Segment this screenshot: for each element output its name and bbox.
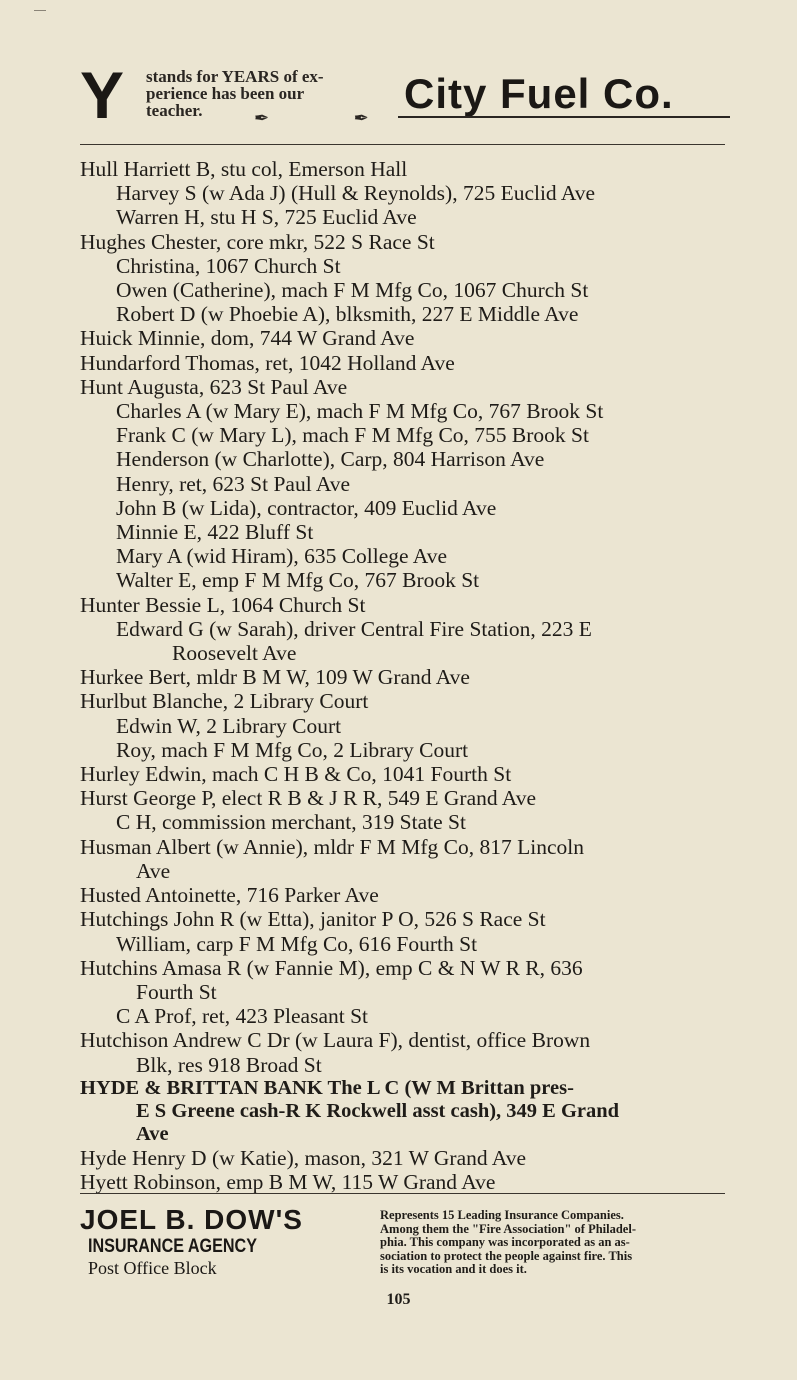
directory-entry <box>80 205 730 229</box>
directory-entry <box>80 302 730 326</box>
header-initial-letter: Y <box>80 58 125 132</box>
bird-ornament-icon: ✒ ✒ <box>254 108 409 128</box>
footer-advertisement <box>80 1205 730 1285</box>
directory-entry <box>80 932 730 956</box>
directory-entry <box>80 956 730 1004</box>
entry-text: Hyett Robinson, emp B M W, 115 W Grand Ave <box>80 1169 496 1194</box>
entry-text: Warren H, stu H S, 725 Euclid Ave <box>116 205 417 230</box>
directory-entry <box>80 883 730 907</box>
blurb-line: phia. This company was incorporated as an as- <box>380 1235 630 1249</box>
directory-entry <box>80 496 730 520</box>
blurb-line: Among them the "Fire Association" of Philadel- <box>380 1221 636 1236</box>
directory-entry <box>80 472 730 496</box>
entry-text: Hunt Augusta, 623 St Paul Ave <box>80 374 348 399</box>
slogan-line: teacher. <box>146 101 203 120</box>
entry-continuation: Roosevelt Ave <box>172 641 297 666</box>
entry-text: Hurst George P, elect R B & J R R, 549 E Grand Ave <box>80 786 537 811</box>
directory-entry <box>80 835 730 883</box>
directory-entry <box>80 1028 730 1076</box>
corner-mark <box>34 10 46 11</box>
entry-text: Henry, ret, 623 St Paul Ave <box>116 471 351 496</box>
blurb-line: is its vocation and it does it. <box>380 1262 527 1276</box>
slogan-line: perience has been our <box>146 84 305 103</box>
entry-text: John B (w Lida), contractor, 409 Euclid Ave <box>116 495 497 520</box>
entry-continuation: Blk, res 918 Broad St <box>136 1052 322 1077</box>
entry-text: HYDE & BRITTAN BANK The L C (W M Brittan pres- <box>80 1076 574 1099</box>
entry-text: Hutchison Andrew C Dr (w Laura F), dentist, office Brown <box>80 1028 591 1053</box>
entry-text: Walter E, emp F M Mfg Co, 767 Brook St <box>116 568 480 593</box>
directory-entry <box>80 157 730 181</box>
directory-entry <box>80 568 730 592</box>
directory-entry <box>80 278 730 302</box>
entry-text: Husted Antoinette, 716 Parker Ave <box>80 883 379 908</box>
directory-entry <box>80 1004 730 1028</box>
entry-text: William, carp F M Mfg Co, 616 Fourth St <box>116 931 478 956</box>
entry-text: Hughes Chester, core mkr, 522 S Race St <box>80 229 435 254</box>
page-number: 105 <box>386 1291 411 1308</box>
entry-continuation: Ave <box>136 858 171 883</box>
directory-entry <box>80 375 730 399</box>
header-advertisement <box>80 58 730 136</box>
bottom-divider <box>80 1193 725 1194</box>
top-divider <box>80 144 725 145</box>
slogan-line: stands for YEARS of ex- <box>146 67 324 86</box>
agency-subtitle: INSURANCE AGENCY <box>88 1236 258 1257</box>
directory-entry <box>80 689 730 713</box>
entry-text: Hurley Edwin, mach C H B & Co, 1041 Fourth St <box>80 762 512 787</box>
directory-entry <box>80 786 730 810</box>
entry-text: Christina, 1067 Church St <box>116 253 341 278</box>
directory-entry <box>80 810 730 834</box>
directory-entry <box>80 738 730 762</box>
blurb-line: sociation to protect the people against fire. This <box>380 1248 633 1263</box>
directory-entry <box>80 544 730 568</box>
directory-entry <box>80 230 730 254</box>
entry-text: Huick Minnie, dom, 744 W Grand Ave <box>80 326 415 351</box>
agency-address: Post Office Block <box>88 1258 217 1278</box>
entry-text: Edwin W, 2 Library Court <box>116 713 342 738</box>
agency-blurb <box>380 1209 726 1277</box>
entry-text: Henderson (w Charlotte), Carp, 804 Harrison Ave <box>116 447 545 472</box>
entry-text: Roy, mach F M Mfg Co, 2 Library Court <box>116 737 469 762</box>
entry-continuation: E S Greene cash-R K Rockwell asst cash), 349 E Grand <box>136 1099 620 1122</box>
directory-entry <box>80 714 730 738</box>
directory-entry <box>80 326 730 350</box>
entry-text: Minnie E, 422 Bluff St <box>116 520 314 545</box>
directory-entry <box>80 423 730 447</box>
company-name: City Fuel Co. <box>404 70 674 117</box>
directory-entry <box>80 254 730 278</box>
directory-entry <box>80 520 730 544</box>
entry-text: Charles A (w Mary E), mach F M Mfg Co, 767 Brook St <box>116 399 604 424</box>
directory-entry <box>80 181 730 205</box>
entry-text: Hundarford Thomas, ret, 1042 Holland Ave <box>80 350 455 375</box>
entry-text: Mary A (wid Hiram), 635 College Ave <box>116 544 448 569</box>
directory-entry <box>80 907 730 931</box>
entry-text: Frank C (w Mary L), mach F M Mfg Co, 755 Brook St <box>116 423 589 448</box>
entry-text: Husman Albert (w Annie), mldr F M Mfg Co, 817 Lincoln <box>80 834 585 859</box>
entry-continuation: Ave <box>136 1122 169 1145</box>
entry-text: Robert D (w Phoebie A), blksmith, 227 E Middle Ave <box>116 302 579 327</box>
entry-text: Hurlbut Blanche, 2 Library Court <box>80 689 369 714</box>
entry-text: Hunter Bessie L, 1064 Church St <box>80 592 366 617</box>
directory-entry <box>80 593 730 617</box>
company-underline <box>398 116 730 118</box>
entry-text: C H, commission merchant, 319 State St <box>116 810 466 835</box>
entry-text: Hutchins Amasa R (w Fannie M), emp C & N W R R, 636 <box>80 955 583 980</box>
entry-text: Hurkee Bert, mldr B M W, 109 W Grand Ave <box>80 665 470 690</box>
directory-entry <box>80 1170 730 1194</box>
entry-text: Hull Harriett B, stu col, Emerson Hall <box>80 157 408 181</box>
directory-entry <box>80 351 730 375</box>
entry-text: Hutchings John R (w Etta), janitor P O, 526 S Race St <box>80 907 546 932</box>
directory-entry <box>80 762 730 786</box>
entry-text: Harvey S (w Ada J) (Hull & Reynolds), 725 Euclid Ave <box>116 181 596 206</box>
entry-text: Edward G (w Sarah), driver Central Fire Station, 223 E <box>116 616 592 641</box>
entry-text: C A Prof, ret, 423 Pleasant St <box>116 1004 369 1029</box>
agency-owner-name: JOEL B. DOW'S <box>80 1204 303 1235</box>
directory-listings <box>80 157 730 1194</box>
entry-text: Owen (Catherine), mach F M Mfg Co, 1067 Church St <box>116 278 589 303</box>
entry-continuation: Fourth St <box>136 979 217 1004</box>
directory-entry <box>80 399 730 423</box>
blurb-line: Represents 15 Leading Insurance Companies. <box>380 1208 624 1222</box>
directory-entry <box>80 665 730 689</box>
directory-entry <box>80 1146 730 1170</box>
directory-entry <box>80 1077 730 1146</box>
directory-entry <box>80 447 730 471</box>
entry-text: Hyde Henry D (w Katie), mason, 321 W Grand Ave <box>80 1145 527 1170</box>
directory-entry <box>80 617 730 665</box>
